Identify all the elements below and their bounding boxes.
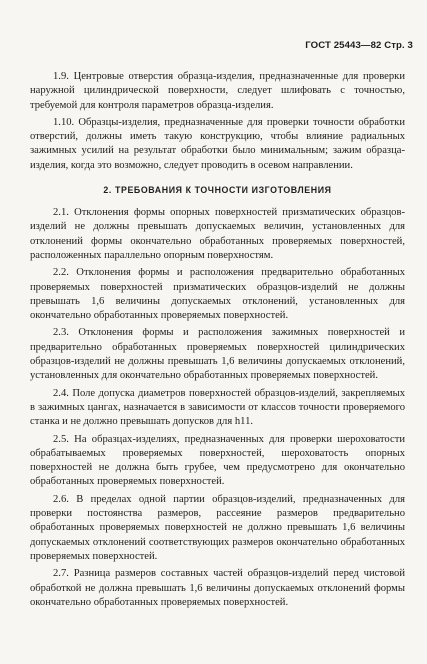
paragraph-2-3: 2.3. Отклонения формы и расположения зажимных поверхностей и предварительно обработанных проверяемых поверхностей цилиндрических образцов-изделий не должны превышать 1,6 величины допускаемых отклонений, установленных для окончательно обработанных проверяемых поверхностей. (30, 327, 405, 382)
paragraph-2-4: 2.4. Поле допуска диаметров поверхностей образцов-изделий, закрепляемых в зажимных цангах, назначается в зависимости от классов точности проверяемого станка и не должно превышать допусков для h11. (30, 387, 405, 428)
paragraph-2-1: 2.1. Отклонения формы опорных поверхностей призматических образцов-изделий не должны превышать допускаемых величин, установленных для отклонений формы окончательно обработанных проверяемых поверхностей, расположенных параллельно опорным поверхностям. (30, 207, 405, 261)
paragraph-2-7: 2.7. Разница размеров составных частей образцов-изделий перед чистовой обработкой не должна превышать 1,6 величины допускаемых отклонений формы окончательно обработанных проверяемых поверхностей. (30, 568, 405, 608)
paragraph-1-10: 1.10. Образцы-изделия, предназначенные для проверки точности обработки отверстий, должны иметь такую конструкцию, чтобы влияние радиальных зажимных усилий на результат обработки было минимальным; зажим образца-изделия, когда это возможно, следует проводить в осевом направлении. (30, 116, 405, 171)
page-content (30, 70, 405, 613)
section-heading: 2. ТРЕБОВАНИЯ К ТОЧНОСТИ ИЗГОТОВЛЕНИЯ (103, 185, 332, 196)
paragraph-2-6: 2.6. В пределах одной партии образцов-изделий, предназначенных для проверки постоянства размеров, рассеяние размеров предварительно обработанных проверяемых поверхностей не должно превышать 1,6 величины допускаемых отклонений соответствующих размеров окончательно обработанных проверяемых поверхностей. (30, 493, 405, 562)
paragraph-1-9: 1.9. Центровые отверстия образца-изделия, предназначенные для проверки наружной цилиндрической поверхности, следует шлифовать с точностью, требуемой для контроля параметров образца-изделия. (30, 71, 405, 111)
page-header: ГОСТ 25443—82 Стр. 3 (305, 40, 413, 51)
paragraph-2-2: 2.2. Отклонения формы и расположения предварительно обработанных проверяемых поверхностей призматических образцов-изделий не должны превышать 1,6 величины допускаемых отклонений, установленных для окончательно обработанных проверяемых поверхностей. (30, 267, 405, 322)
paragraph-2-5: 2.5. На образцах-изделиях, предназначенных для проверки шероховатости обрабатываемых проверяемых поверхностей, шероховатость опорных поверхностей не должна быть грубее, чем предусмотрено для окончательно обработанных проверяемых поверхностей. (30, 433, 405, 488)
